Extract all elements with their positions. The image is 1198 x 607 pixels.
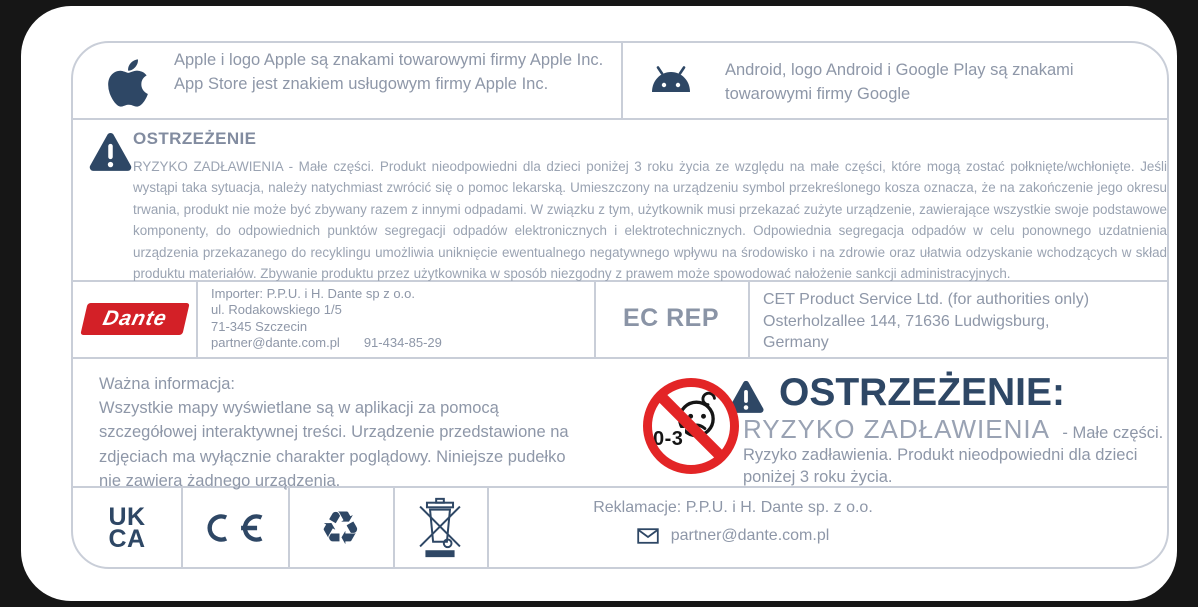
ukca-mark [73,486,181,569]
choking-risk-line [743,414,1163,445]
ec-rep-address-line: Osterholzallee 144, 71636 Ludwigsburg, [763,312,1050,330]
divider-weee-complaints [487,486,489,569]
important-info-block [99,372,579,493]
age-0-3-label: 0-3 [653,428,684,450]
importer-email: partner@dante.com.pl [211,335,340,351]
importer-phone: 91-434-85-29 [363,335,442,351]
ce-mark-icon [181,486,288,569]
ukca-line2: CA [108,524,146,553]
choking-warning-body: Ryzyko zadławienia. Produkt nieodpowiedni dla dzieci poniżej 3 roku życia. [743,446,1138,486]
weee-bin-glyph [417,496,463,560]
crossed-out-wheelie-bin-icon [393,486,487,569]
complaints-email-row [493,527,973,545]
apple-trademark-text: Apple i logo Apple są znakami towarowymi firmy Apple Inc. App Store jest znakiem usługowym firmy Apple Inc. [174,51,604,93]
ec-rep-address-line: Germany [763,334,829,351]
choking-risk-small: - Małe części. [1062,424,1164,442]
ukca-line1: UK [108,502,146,531]
android-logo-icon [647,64,695,96]
recycling-symbol-icon [288,486,393,569]
choking-warning-title: OSTRZEŻENIE: [779,371,1066,414]
ec-rep-address-line: CET Product Service Ltd. (for authorities only) [763,291,1090,308]
complaints-block [493,499,973,545]
ec-rep-address [763,289,1193,354]
importer-line: 71-345 Szczecin [211,318,308,334]
dante-logo-text: Dante [100,307,170,330]
divider-row1 [73,118,1167,120]
no-children-0-3-icon [643,378,739,474]
divider-dante-importer [196,280,198,357]
envelope-icon [637,528,659,544]
important-info-body: Wszystkie mapy wyświetlane są w aplikacji za pomocą szczegółowej interaktywnej treści. Urządzenie przedstawione na zdjęciach ma wyłącznie charakter poglądowy. Niniejsze pudełko nie zawiera żadnego urządzenia. [99,399,569,490]
warning-triangle-icon [88,131,133,172]
complaints-email: partner@dante.com.pl [670,527,830,544]
choking-risk-big: RYZYKO ZADŁAWIENIA [743,414,1050,444]
android-trademark-text: Android, logo Android i Google Play są znakami towarowymi firmy Google [725,61,1074,103]
importer-block [211,286,442,352]
prohibition-ring [643,378,739,474]
label-frame [71,41,1169,569]
complaints-line: Reklamacje: P.P.U. i H. Dante sp. z o.o. [593,499,873,516]
divider-ecrep-address [748,280,750,357]
importer-line: Importer: P.P.U. i H. Dante sp z o.o. [211,286,416,301]
importer-contact [211,335,442,351]
warning-body-text: RYZYKO ZADŁAWIENIA - Małe części. Produkt nieodpowiedni dla dzieci poniżej 3 roku życia ze względu na małe części, które mogą zostać połknięte/wchłonięte. Jeśli wystąpi taka sytuacja, należy natychmiast zwrócić się o pomoc lekarską. Umieszczony na urządzeniu symbol przekreślonego kosza oznacza, że na zakończenie jego okresu trwania, produkt nie może być zbywany razem z innymi odpadami. W związku z tym, użytkownik musi przekazać zużyte urządzenie, zawierające wszystkie swoje podstawowe komponenty, do odpowiednich punktów segregacji odpadów elektronicznych i elektrotechnicznych. Odpowiednia segregacja odpadów w celu ponownego uzdatnienia urządzenia przekazanego do recyklingu umożliwia uniknięcie ewentualnego negatywnego wpływu na środowisko i na zdrowie oraz ułatwia odzyskanie wchodzących w skład produktu materiałów. Zbywanie produktu przez użytkownika w sposób niezgodny z prawem może spowodować nałożenie sankcji administracyjnych. [133,159,1167,282]
divider-row3 [73,357,1167,359]
apple-logo-icon [106,56,150,110]
label-card [21,6,1177,601]
importer-line: ul. Rodakowskiego 1/5 [211,302,342,318]
ec-rep-label: EC REP [622,304,720,332]
dante-logo [80,303,189,335]
warning-title: OSTRZEŻENIE [133,129,257,148]
important-info-title: Ważna informacja: [99,375,236,393]
recycle-glyph: ♻ [319,500,362,555]
